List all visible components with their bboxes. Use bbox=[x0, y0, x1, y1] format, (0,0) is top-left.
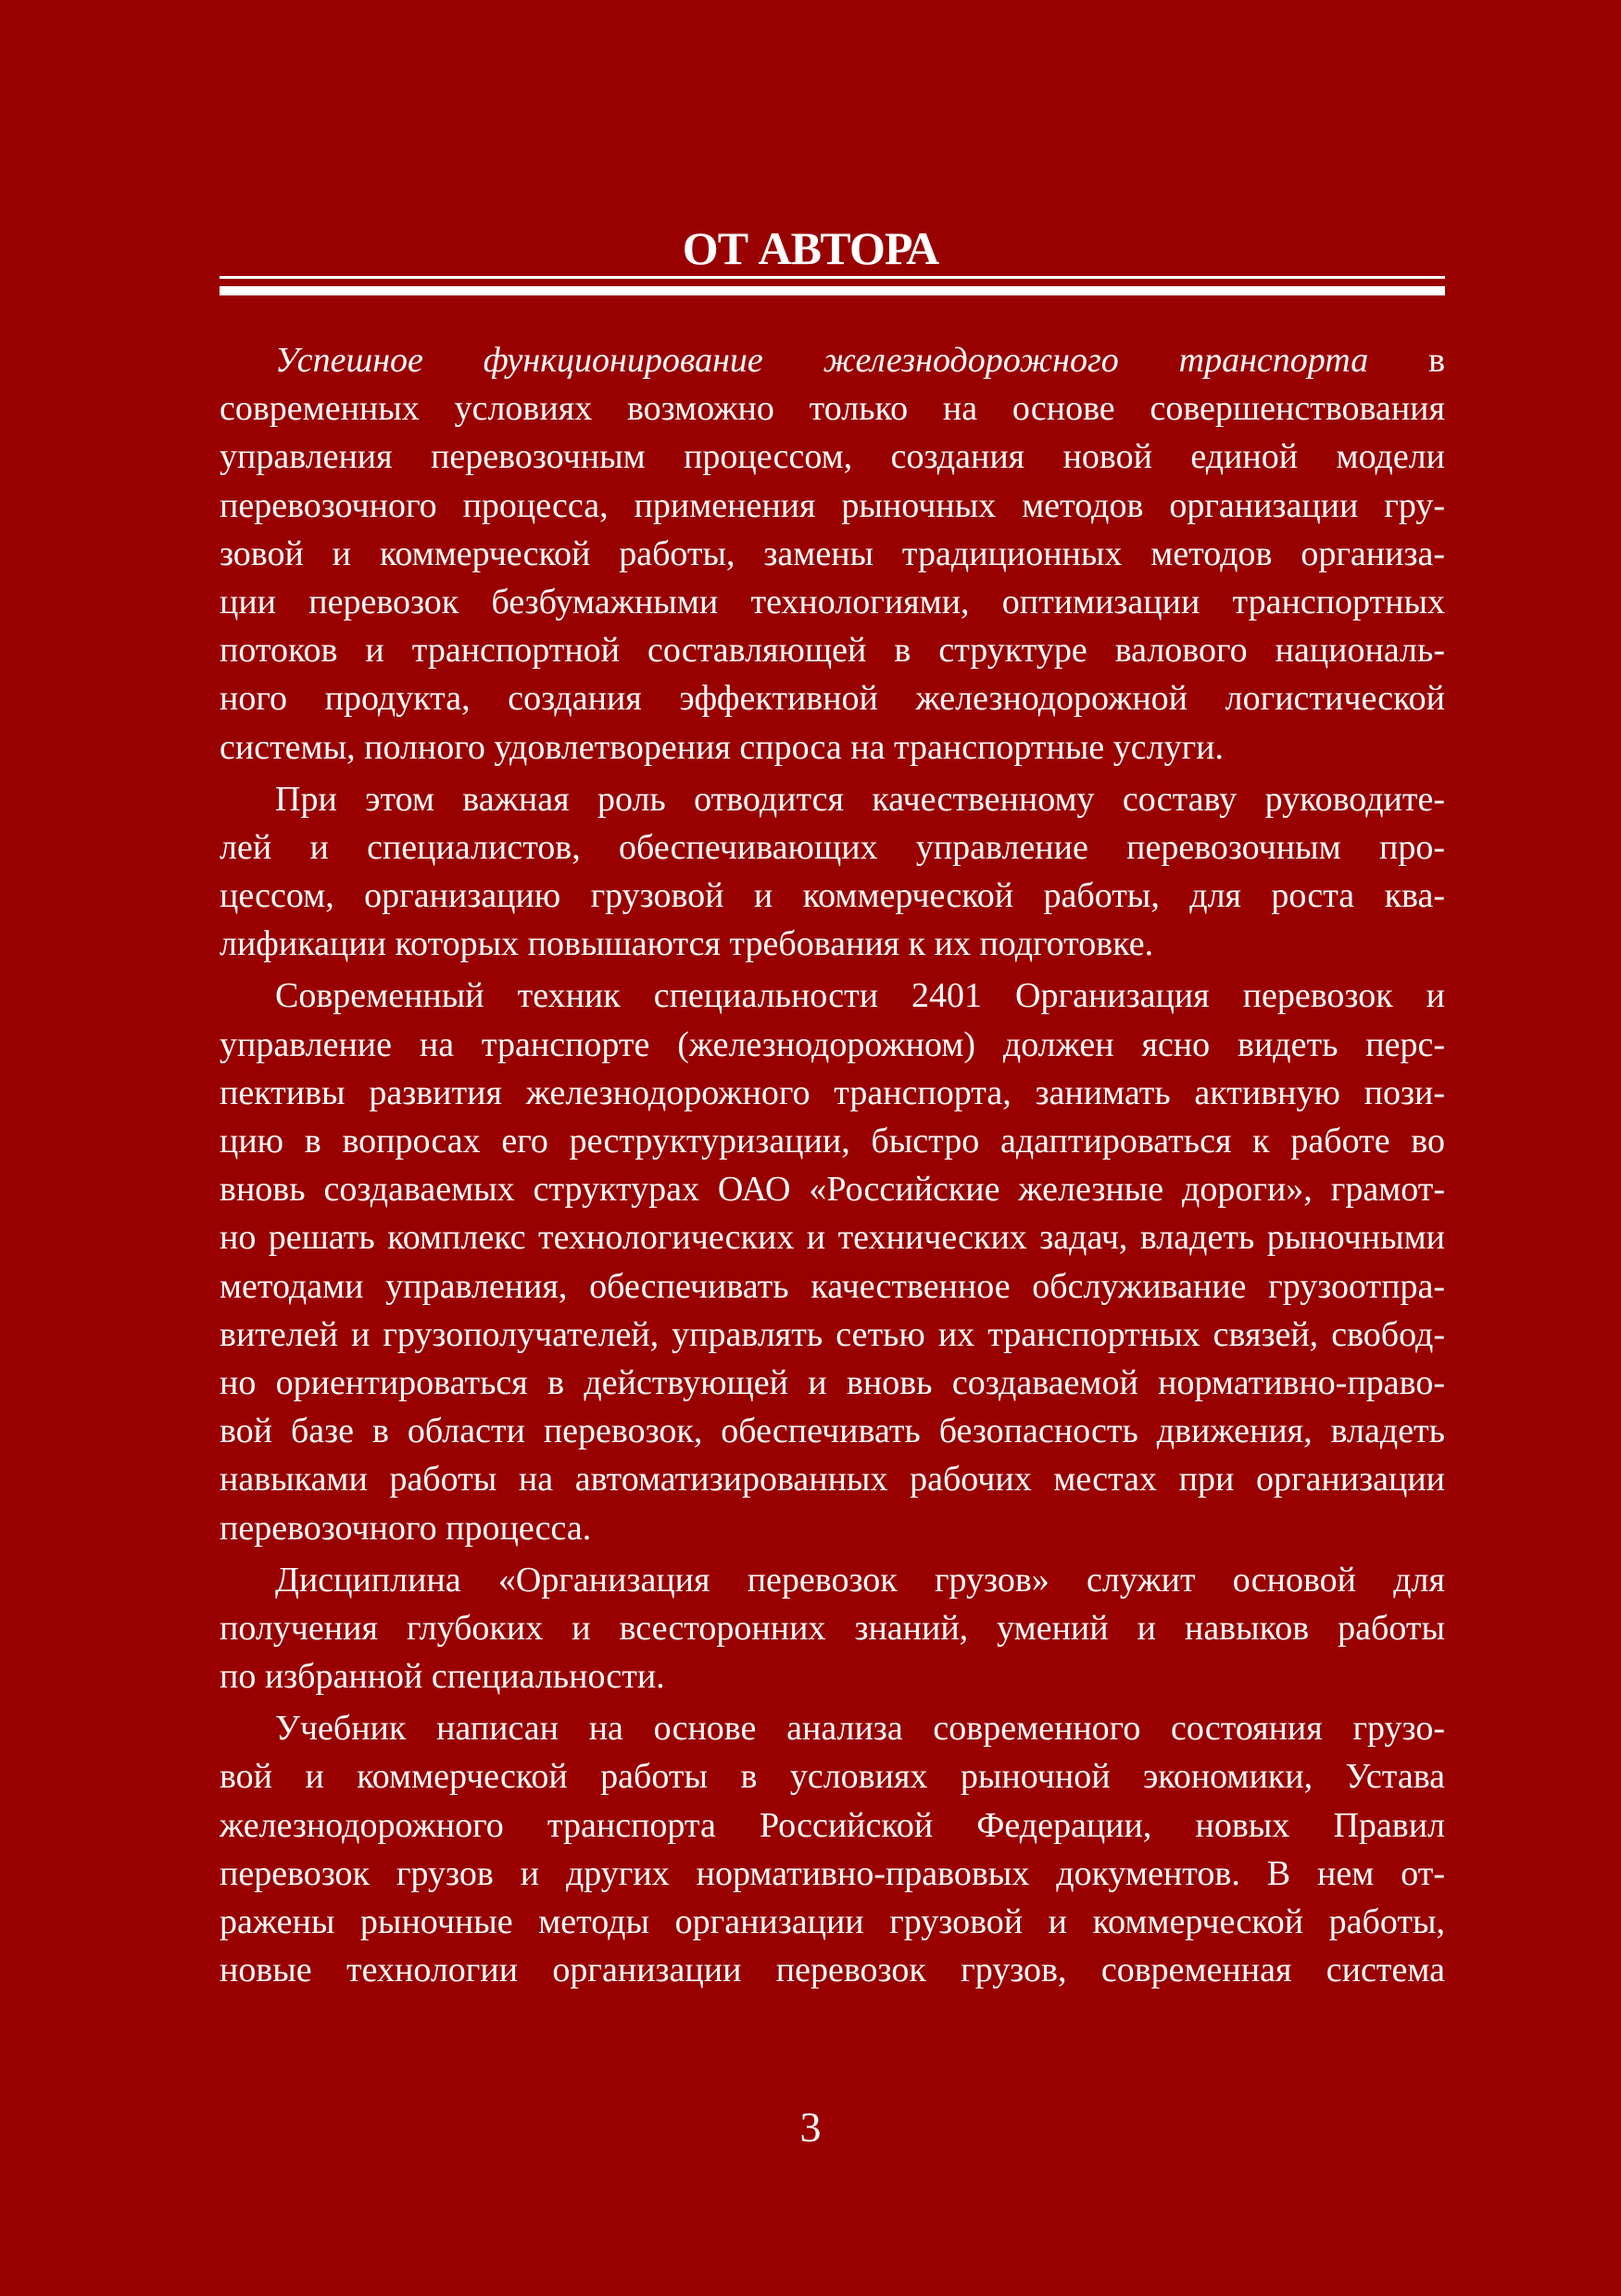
text-line: вой базе в области перевозок, обеспечивать безопасность движения, владеть bbox=[220, 1411, 1445, 1451]
text-line: ного продукта, создания эффективной железнодорожной логистической bbox=[220, 679, 1445, 719]
text-line: по избранной специальности. bbox=[220, 1657, 665, 1697]
text-line: лей и специалистов, обеспечивающих управление перевозочным про- bbox=[220, 827, 1445, 867]
text-line: управления перевозочным процессом, создания новой единой модели bbox=[220, 437, 1445, 477]
text-line: Дисциплина «Организация перевозок грузов» служит основой для bbox=[275, 1560, 1445, 1600]
text-line: получения глубоких и всесторонних знаний, умений и навыков работы bbox=[220, 1608, 1445, 1648]
text-line: ражены рыночные методы организации грузовой и коммерческой работы, bbox=[220, 1902, 1445, 1941]
text-line: При этом важная роль отводится качественному составу руководите- bbox=[275, 779, 1445, 819]
text-line: вителей и грузополучателей, управлять сетью их транспортных связей, свобод- bbox=[220, 1314, 1445, 1354]
text-line: железнодорожного транспорта Российской Федерации, новых Правил bbox=[220, 1805, 1445, 1845]
text-line: Учебник написан на основе анализа современного состояния грузо- bbox=[275, 1709, 1445, 1749]
title-rule-thick bbox=[220, 286, 1445, 295]
italic-lead: Успешное функционирование железнодорожного транспорта bbox=[275, 341, 1369, 380]
paragraph bbox=[220, 775, 1445, 969]
text-line: перевозочного процесса. bbox=[220, 1508, 592, 1548]
text-line: управление на транспорте (железнодорожном) должен ясно видеть перс- bbox=[220, 1024, 1445, 1064]
lead-rest: в bbox=[1428, 341, 1446, 380]
text-line: цию в вопросах его реструктуризации, быстро адаптироваться к работе во bbox=[220, 1122, 1445, 1161]
text-line: но решать комплекс технологических и технических задач, владеть рыночными bbox=[220, 1218, 1445, 1258]
text-line: вновь создаваемых структурах ОАО «Российские железные дороги», грамот- bbox=[220, 1170, 1445, 1210]
text-line: пективы развития железнодорожного транспорта, занимать активную пози- bbox=[220, 1073, 1445, 1112]
paragraph bbox=[220, 1704, 1445, 1994]
text-line: потоков и транспортной составляющей в структуре валового националь- bbox=[220, 631, 1445, 671]
text-line: цессом, организацию грузовой и коммерческой работы, для роста ква- bbox=[220, 876, 1445, 916]
text-line: перевозок грузов и других нормативно-правовых документов. В нем от- bbox=[220, 1853, 1445, 1893]
paragraph bbox=[220, 1556, 1445, 1701]
page-number: 3 bbox=[799, 2103, 822, 2151]
text-line: ции перевозок безбумажными технологиями, оптимизации транспортных bbox=[220, 582, 1445, 621]
text-line bbox=[220, 336, 1445, 384]
paragraph bbox=[220, 972, 1445, 1551]
text-line: перевозочного процесса, применения рыночных методов организации гру- bbox=[220, 485, 1445, 525]
title-rule-thin bbox=[220, 276, 1445, 279]
text-line: лификации которых повышаются требования к их подготовке. bbox=[220, 924, 1154, 964]
body-text bbox=[220, 336, 1445, 1994]
paragraph bbox=[220, 336, 1445, 772]
text-line: вой и коммерческой работы в условиях рыночной экономики, Устава bbox=[220, 1757, 1445, 1797]
text-line: новые технологии организации перевозок грузов, современная система bbox=[220, 1951, 1445, 1990]
text-line: зовой и коммерческой работы, замены традиционных методов организа- bbox=[220, 533, 1445, 573]
text-line: но ориентироваться в действующей и вновь создаваемой нормативно-право- bbox=[220, 1362, 1445, 1402]
text-line: Современный техник специальности 2401 Организация перевозок и bbox=[275, 976, 1445, 1016]
page-title: ОТ АВТОРА bbox=[682, 222, 939, 274]
text-line: современных условиях возможно только на основе совершенствования bbox=[220, 389, 1445, 429]
text-line: методами управления, обеспечивать качественное обслуживание грузоотпра- bbox=[220, 1266, 1445, 1306]
text-line: навыками работы на автоматизированных рабочих местах при организации bbox=[220, 1460, 1445, 1499]
text-line: системы, полного удовлетворения спроса на транспортные услуги. bbox=[220, 727, 1225, 767]
